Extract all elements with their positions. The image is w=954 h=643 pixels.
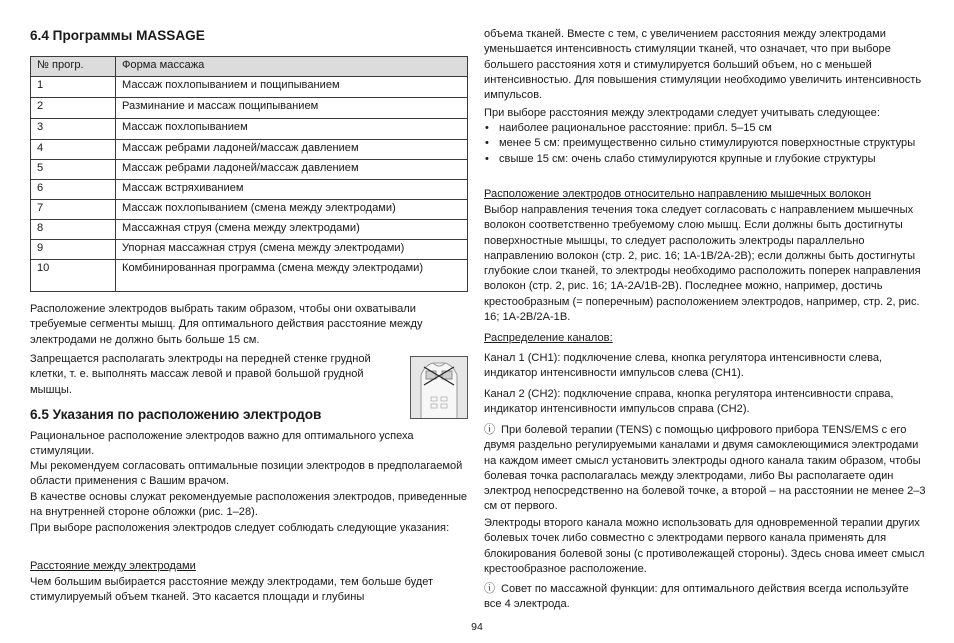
list-item: • менее 5 см: преимущественно сильно стимулируются поверхностные структуры — [484, 136, 928, 151]
massage-form: Массаж похлопыванием и пощипыванием — [116, 77, 468, 98]
program-number: 3 — [31, 119, 116, 140]
table-row — [31, 119, 468, 140]
table-row — [31, 240, 468, 260]
info-icon: ⓘ — [484, 583, 496, 595]
table-row — [31, 160, 468, 180]
table-row — [31, 260, 468, 292]
program-number: 10 — [31, 260, 116, 292]
table-row — [31, 77, 468, 98]
section-heading-placement: 6.5 Указания по расположению электродов — [30, 407, 322, 422]
paragraph: В качестве основы служат рекомендуемые расположения электродов, приведенные на внутренней стороне обложки (рис. 1–28). — [30, 491, 468, 519]
table-row — [31, 140, 468, 160]
table-row — [31, 220, 468, 240]
subheading-channels: Распределение каналов: — [484, 332, 613, 344]
header-program-number: № прогр. — [31, 57, 116, 77]
massage-form: Массаж похлопыванием (смена между электродами) — [116, 200, 468, 220]
paragraph-pain-therapy — [484, 423, 928, 515]
massage-form: Массаж похлопыванием — [116, 119, 468, 140]
program-number: 4 — [31, 140, 116, 160]
massage-form: Массаж встряхиванием — [116, 180, 468, 200]
torso-crossed-icon — [411, 357, 467, 418]
header-massage-form: Форма массажа — [116, 57, 468, 77]
subheading-fiber-direction: Расположение электродов относительно направлению мышечных волокон — [484, 188, 871, 200]
massage-form: Массаж ребрами ладоней/массаж давлением — [116, 140, 468, 160]
massage-form: Массажная струя (смена между электродами) — [116, 220, 468, 240]
paragraph: При выборе расстояния между электродами следует учитывать следующее: — [484, 107, 880, 119]
massage-programs-table — [30, 56, 468, 292]
paragraph: Расположение электродов выбрать таким образом, чтобы они охватывали требуемые сегменты мышц. Для оптимального действия расстояние между электродами не должно быть больше 15 см. — [30, 303, 423, 346]
section-heading-massage: 6.4 Программы MASSAGE — [30, 28, 205, 43]
table-row — [31, 180, 468, 200]
table-header-row — [31, 57, 468, 77]
table-row — [31, 200, 468, 220]
list-item: • наиболее рациональное расстояние: прибл. 5–15 см — [484, 121, 928, 136]
program-number: 2 — [31, 98, 116, 119]
chest-electrode-warning-figure — [410, 356, 468, 419]
massage-form: Массаж ребрами ладоней/массаж давлением — [116, 160, 468, 180]
distance-bullet-list — [484, 121, 928, 167]
paragraph: Чем большим выбирается расстояние между электродами, тем больше будет стимулируемый объем тканей. Это касается площади и глубины — [30, 576, 434, 604]
info-icon: ⓘ — [484, 424, 496, 436]
list-item: • свыше 15 см: очень слабо стимулируются крупные и глубокие структуры — [484, 152, 928, 167]
paragraph-channel-1: Канал 1 (CH1): подключение слева, кнопка регулятора интенсивности слева, индикатор интенсивности импульсов слева (CH1). — [484, 352, 883, 380]
program-number: 1 — [31, 77, 116, 98]
massage-form: Комбинированная программа (смена между электродами) — [116, 260, 468, 292]
paragraph: Выбор направления течения тока следует согласовать с направлением мышечных волокон соответственно требуемому слою мышц. Если должны быть достигнуты поверхностные мышцы, то следует расположить электроды параллельно направлению волокон (стр. 2, рис. 16; 1A-1B/2A-2B); если должны быть достигнуты глубокие слои тканей, то электроды необходимо расположить поперек направления волокон (стр. 2, рис. 16; 1A-2A/1B-2B). Последнее можно, например, достичь крестообразным (= поперечным) расположением электродов, например, стр. 2, рис. 16; 1A-2B/2A-1B. — [484, 204, 921, 324]
paragraph: При выборе расположения электродов следует соблюдать следующие указания: — [30, 522, 450, 534]
paragraph: объема тканей. Вместе с тем, с увеличением расстояния между электродами уменьшается интенсивность стимуляции тканей, что означает, что при выборе большего расстояния хотя и стимулируется больший объем, но с меньшей интенсивностью. Для повышения стимуляции необходимо увеличить интенсивность импульсов. — [484, 28, 922, 102]
program-number: 7 — [31, 200, 116, 220]
program-number: 9 — [31, 240, 116, 260]
subheading-distance: Расстояние между электродами — [30, 560, 196, 572]
paragraph-warning: Запрещается располагать электроды на передней стенке грудной клетки, т. е. выполнять массаж левой и правой большой грудной мышцы. — [30, 353, 371, 396]
paragraph: Электроды второго канала можно использовать для одновременной терапии других болевых точек либо совместно с электродами первого канала применять для блокирования болевой зоны (с противолежащей стороны). Здесь снова имеет смысл крестообразное расположение. — [484, 517, 925, 575]
paragraph: Мы рекомендуем согласовать оптимальные позиции электродов в предполагаемой области применения с Вашим врачом. — [30, 460, 463, 488]
massage-form: Разминание и массаж пощипыванием — [116, 98, 468, 119]
program-number: 5 — [31, 160, 116, 180]
massage-form: Упорная массажная струя (смена между электродами) — [116, 240, 468, 260]
paragraph-text: При болевой терапии (TENS) с помощью цифрового прибора TENS/EMS с его двумя раздельно регулируемыми каналами и двумя самоклеющимися электродами на каждом имеет смысл установить электроды одного канала таким образом, чтобы болевая точка располагалась между электродами, либо Вы располагаете один электрод непосредственно на болевой точке, а второй – на расстоянии не менее 2–3 см от первого. — [484, 424, 926, 513]
program-number: 8 — [31, 220, 116, 240]
paragraph-massage-tip — [484, 582, 928, 613]
paragraph-text: Совет по массажной функции: для оптимального действия всегда используйте все 4 электрода. — [484, 583, 909, 611]
page-number: 94 — [471, 621, 483, 633]
program-number: 6 — [31, 180, 116, 200]
table-row — [31, 98, 468, 119]
paragraph-channel-2: Канал 2 (CH2): подключение справа, кнопка регулятора интенсивности справа, индикатор интенсивности импульсов справа (CH2). — [484, 388, 894, 416]
paragraph: Рациональное расположение электродов важно для оптимального успеха стимуляции. — [30, 430, 414, 458]
